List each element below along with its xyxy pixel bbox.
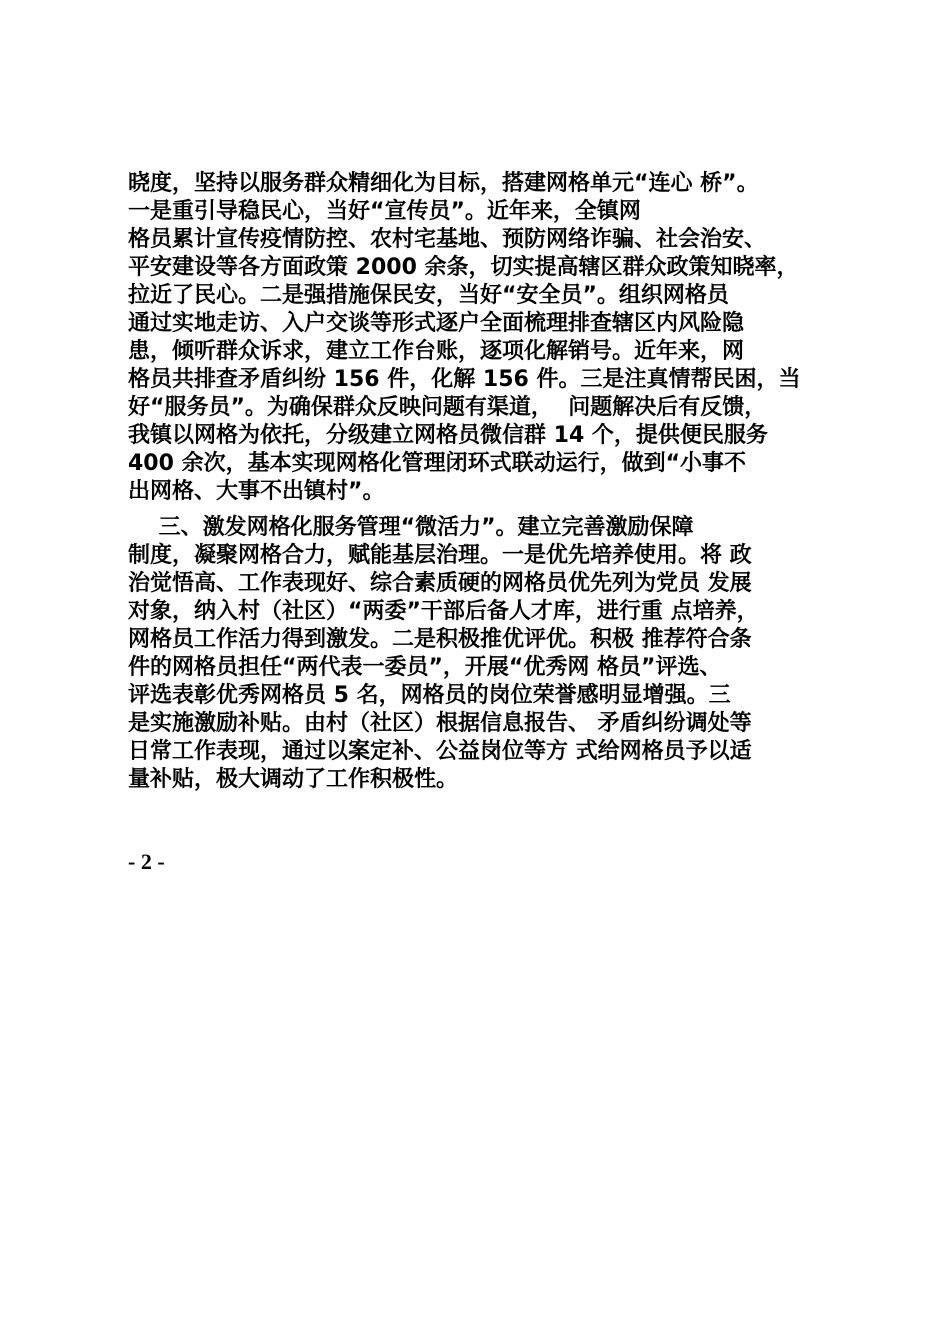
text-line: 件的网格员担任“两代表一委员”，开展“优秀网 格员”评选、 — [128, 655, 722, 680]
text-line: 出网格、大事不出镇村”。 — [128, 479, 385, 504]
text-line: 平安建设等各方面政策 2000 余条，切实提高辖区群众政策知晓率， — [128, 255, 799, 280]
paragraph-2 — [128, 514, 888, 794]
text-line: 格员共排查矛盾纠纷 156 件，化解 156 件。三是注真情帮民困，当 — [128, 367, 801, 392]
paragraph-gap — [128, 506, 888, 514]
text-line: 一是重引导稳民心，当好“宣传员”。近年来，全镇网 — [128, 199, 641, 224]
text-line: 是实施激励补贴。由村（社区）根据信息报告、 矛盾纠纷调处等 — [128, 711, 752, 736]
text-line: 制度，凝聚网格合力，赋能基层治理。一是优先培养使用。将 政 — [128, 543, 752, 568]
text-line: 晓度，坚持以服务群众精细化为目标，搭建网格单元“连心 桥”。 — [128, 171, 759, 196]
body-text — [128, 170, 888, 794]
text-line: 对象，纳入村（社区）“两委”干部后备人才库，进行重 点培养， — [128, 599, 759, 624]
text-line: 量补贴，极大调动了工作积极性。 — [128, 767, 459, 792]
text-line: 格员累计宣传疫情防控、农村宅基地、预防网络诈骗、社会治安、 — [128, 227, 767, 252]
text-line: 我镇以网格为依托，分级建立网格员微信群 14 个，提供便民服务 — [128, 423, 768, 448]
text-line: 拉近了民心。二是强措施保民安，当好“安全员”。组织网格员 — [128, 283, 729, 308]
text-line: 治觉悟高、工作表现好、综合素质硬的网格员优先列为党员 发展 — [128, 571, 752, 596]
text-line: 日常工作表现，通过以案定补、公益岗位等方 式给网格员予以适 — [128, 739, 752, 764]
text-line: 评选表彰优秀网格员 5 名，网格员的岗位荣誉感明显增强。三 — [128, 683, 731, 708]
text-line: 三、激发网格化服务管理“微活力”。建立完善激励保障 — [128, 515, 694, 540]
text-line: 好“服务员”。为确保群众反映问题有渠道， 问题解决后有反馈， — [128, 395, 767, 420]
paragraph-1 — [128, 170, 888, 506]
text-line: 400 余次，基本实现网格化管理闭环式联动运行，做到“小事不 — [128, 451, 747, 476]
text-line: 患，倾听群众诉求，建立工作台账，逐项化解销号。近年来，网 — [128, 339, 745, 364]
text-line: 通过实地走访、入户交谈等形式逐户全面梳理排查辖区内风险隐 — [128, 311, 745, 336]
page-number: - 2 - — [128, 849, 165, 874]
text-line: 网格员工作活力得到激发。二是积极推优评优。积极 推荐符合条 — [128, 627, 752, 652]
